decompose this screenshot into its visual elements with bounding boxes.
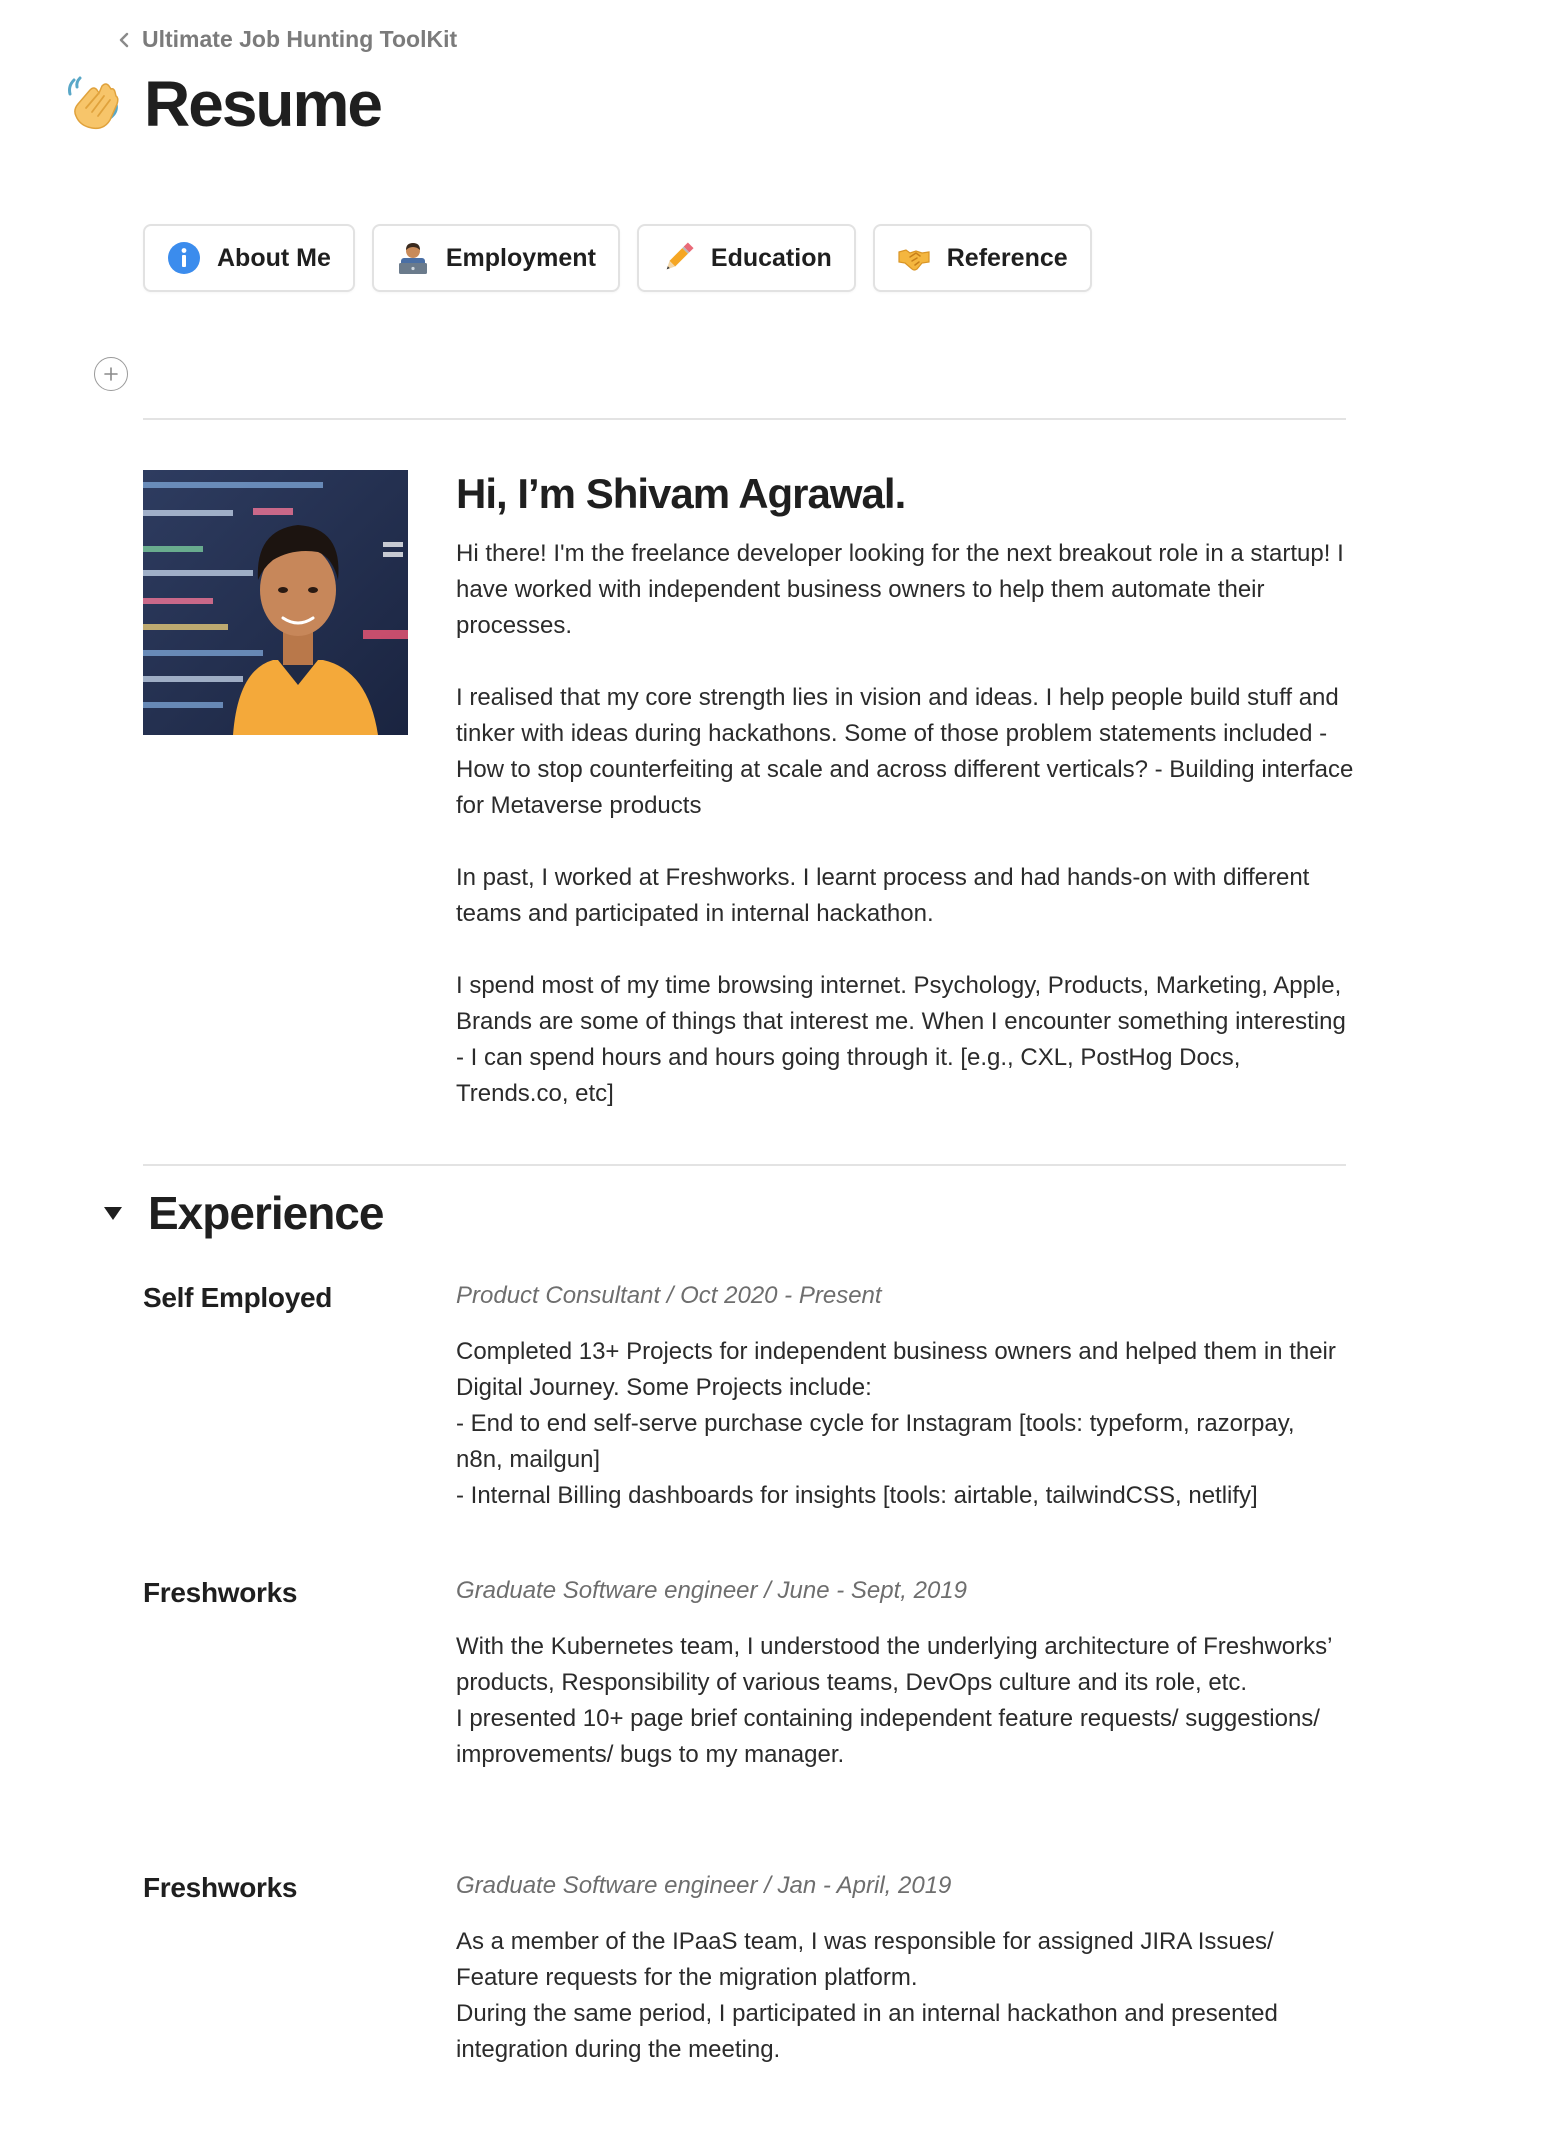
about-me-button[interactable] [143, 224, 355, 292]
section-nav [143, 224, 1092, 292]
bio-paragraph: I spend most of my time browsing internet. Psychology, Products, Marketing, Apple, Brands are some of things that interest me. When I encounter something interesting - I can spend hours and hours going through it. [e.g., CXL, PostHog Docs, Trends.co, etc] [456, 972, 1346, 1107]
bio-paragraph: In past, I worked at Freshworks. I learnt process and had hands-on with different teams and participated in internal hackathon. [456, 864, 1310, 927]
job-company: Freshworks [143, 1872, 298, 1903]
waving-hand-icon [64, 74, 124, 134]
plus-icon [103, 366, 119, 382]
bio-paragraph: I realised that my core strength lies in vision and ideas. I help people build stuff and tinker with ideas during hackathons. Some of those problem statements included - How to stop counterfeiting at scale and across different verticals? - Building interface for Metaverse products [456, 684, 1354, 819]
job-company: Freshworks [143, 1577, 298, 1608]
experience-header [102, 1186, 383, 1240]
reference-button[interactable] [873, 224, 1092, 292]
reference-label: Reference [946, 243, 1068, 272]
job-role: Graduate Software engineer / June - Sept, 2019 [456, 1577, 967, 1604]
job-description: Completed 13+ Projects for independent business owners and helped them in their Digital Journey. Some Projects include: - End to end self-serve purchase cycle for Instagram [tools: typeform, razorpay, n8n, mailgun] - Internal Billing dashboards for insights [tools: airtable, tailwindCSS, netlify] [456, 1338, 1336, 1509]
info-icon [167, 241, 201, 275]
profile-bio [456, 536, 1356, 1148]
page-title: Resume [144, 68, 381, 140]
education-button[interactable] [637, 224, 856, 292]
divider [143, 1164, 1346, 1166]
experience-title: Experience [148, 1187, 384, 1239]
chevron-left-icon [118, 31, 130, 49]
job-company: Self Employed [143, 1282, 333, 1313]
employment-label: Employment [445, 243, 596, 272]
divider [143, 418, 1346, 420]
handshake-icon [897, 241, 931, 275]
page-header [64, 68, 381, 140]
collapse-toggle-icon[interactable] [102, 1204, 124, 1222]
breadcrumb[interactable] [118, 26, 457, 53]
job-description: With the Kubernetes team, I understood the underlying architecture of Freshworks’ products, Responsibility of various teams, DevOps culture and its role, etc. I presented 10+ page brief containing independent feature requests/ suggestions/ improvements/ bugs to my manager. [456, 1633, 1332, 1768]
add-block-button[interactable] [94, 357, 128, 391]
education-label: Education [710, 243, 832, 272]
breadcrumb-parent-link[interactable]: Ultimate Job Hunting ToolKit [142, 26, 458, 52]
profile-heading: Hi, I’m Shivam Agrawal. [456, 470, 906, 517]
technologist-icon [396, 241, 430, 275]
employment-button[interactable] [372, 224, 620, 292]
job-role: Graduate Software engineer / Jan - April, 2019 [456, 1872, 952, 1899]
job-role: Product Consultant / Oct 2020 - Present [456, 1282, 882, 1309]
about-me-label: About Me [217, 243, 331, 272]
bio-paragraph: Hi there! I'm the freelance developer looking for the next breakout role in a startup! I have worked with independent business owners to help them automate their processes. [456, 540, 1344, 639]
job-description: As a member of the IPaaS team, I was responsible for assigned JIRA Issues/ Feature requests for the migration platform. During the same period, I participated in an internal hackathon and presented integration during the meeting. [456, 1928, 1278, 2063]
pencil-icon [661, 241, 695, 275]
profile-photo [143, 470, 408, 735]
